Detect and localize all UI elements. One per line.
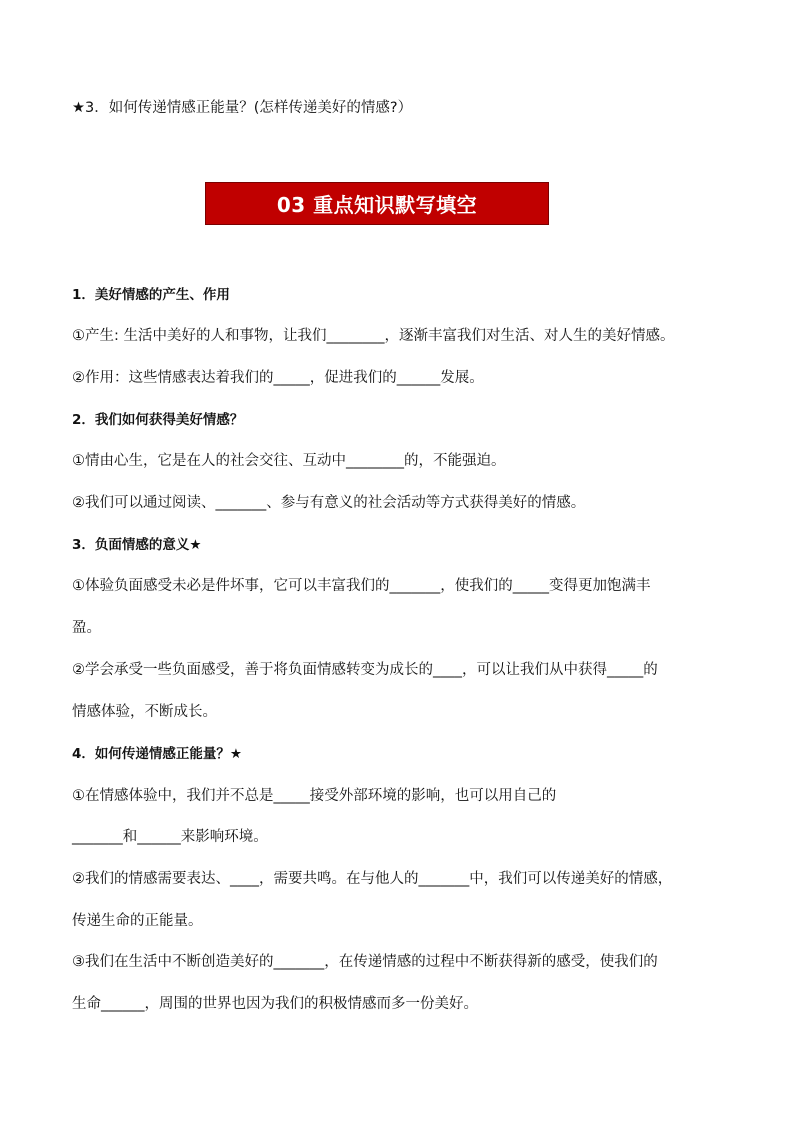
section-1-heading: 1．美好情感的产生、作用	[72, 287, 230, 303]
section-4-line-5: ③我们在生活中不断创造美好的_______，在传递情感的过程中不断获得新的感受，使我们的	[72, 954, 658, 970]
section-4-heading: 4．如何传递情感正能量？★	[72, 746, 242, 762]
banner-title: 03 重点知识默写填空	[276, 193, 478, 217]
section-3-line-3: ②学会承受一些负面感受，善于将负面情感转变为成长的____，可以让我们从中获得_____的	[72, 662, 658, 678]
section-1-line-1: ①产生: 生活中美好的人和事物，让我们________，逐渐丰富我们对生活、对人生的美好情感。	[72, 328, 675, 344]
top-question: ★3．如何传递情感正能量？(怎样传递美好的情感?）	[72, 100, 413, 116]
section-1-line-2: ②作用：这些情感表达着我们的_____，促进我们的______发展。	[72, 370, 484, 386]
section-3-line-2: 盈。	[72, 620, 101, 636]
section-2-line-1: ①情由心生，它是在人的社会交往、互动中________的，不能强迫。	[72, 453, 506, 469]
section-3-line-4: 情感体验，不断成长。	[72, 704, 217, 720]
section-4-line-4: 传递生命的正能量。	[72, 913, 203, 929]
section-4-line-1: ①在情感体验中，我们并不总是_____接受外部环境的影响，也可以用自己的	[72, 788, 557, 804]
section-4-line-6: 生命______，周围的世界也因为我们的积极情感而多一份美好。	[72, 996, 478, 1012]
section-3-line-1: ①体验负面感受未必是件坏事，它可以丰富我们的_______，使我们的_____变得更加饱满丰	[72, 578, 651, 594]
section-banner	[205, 182, 549, 225]
section-3-heading: 3．负面情感的意义★	[72, 537, 202, 553]
section-2-line-2: ②我们可以通过阅读、_______、参与有意义的社会活动等方式获得美好的情感。	[72, 495, 586, 511]
section-2-heading: 2．我们如何获得美好情感？	[72, 412, 244, 428]
section-4-line-3: ②我们的情感需要表达、____，需要共鸣。在与他人的_______中，我们可以传递美好的情感，	[72, 871, 673, 887]
section-4-line-2: _______和______来影响环境。	[72, 829, 268, 845]
